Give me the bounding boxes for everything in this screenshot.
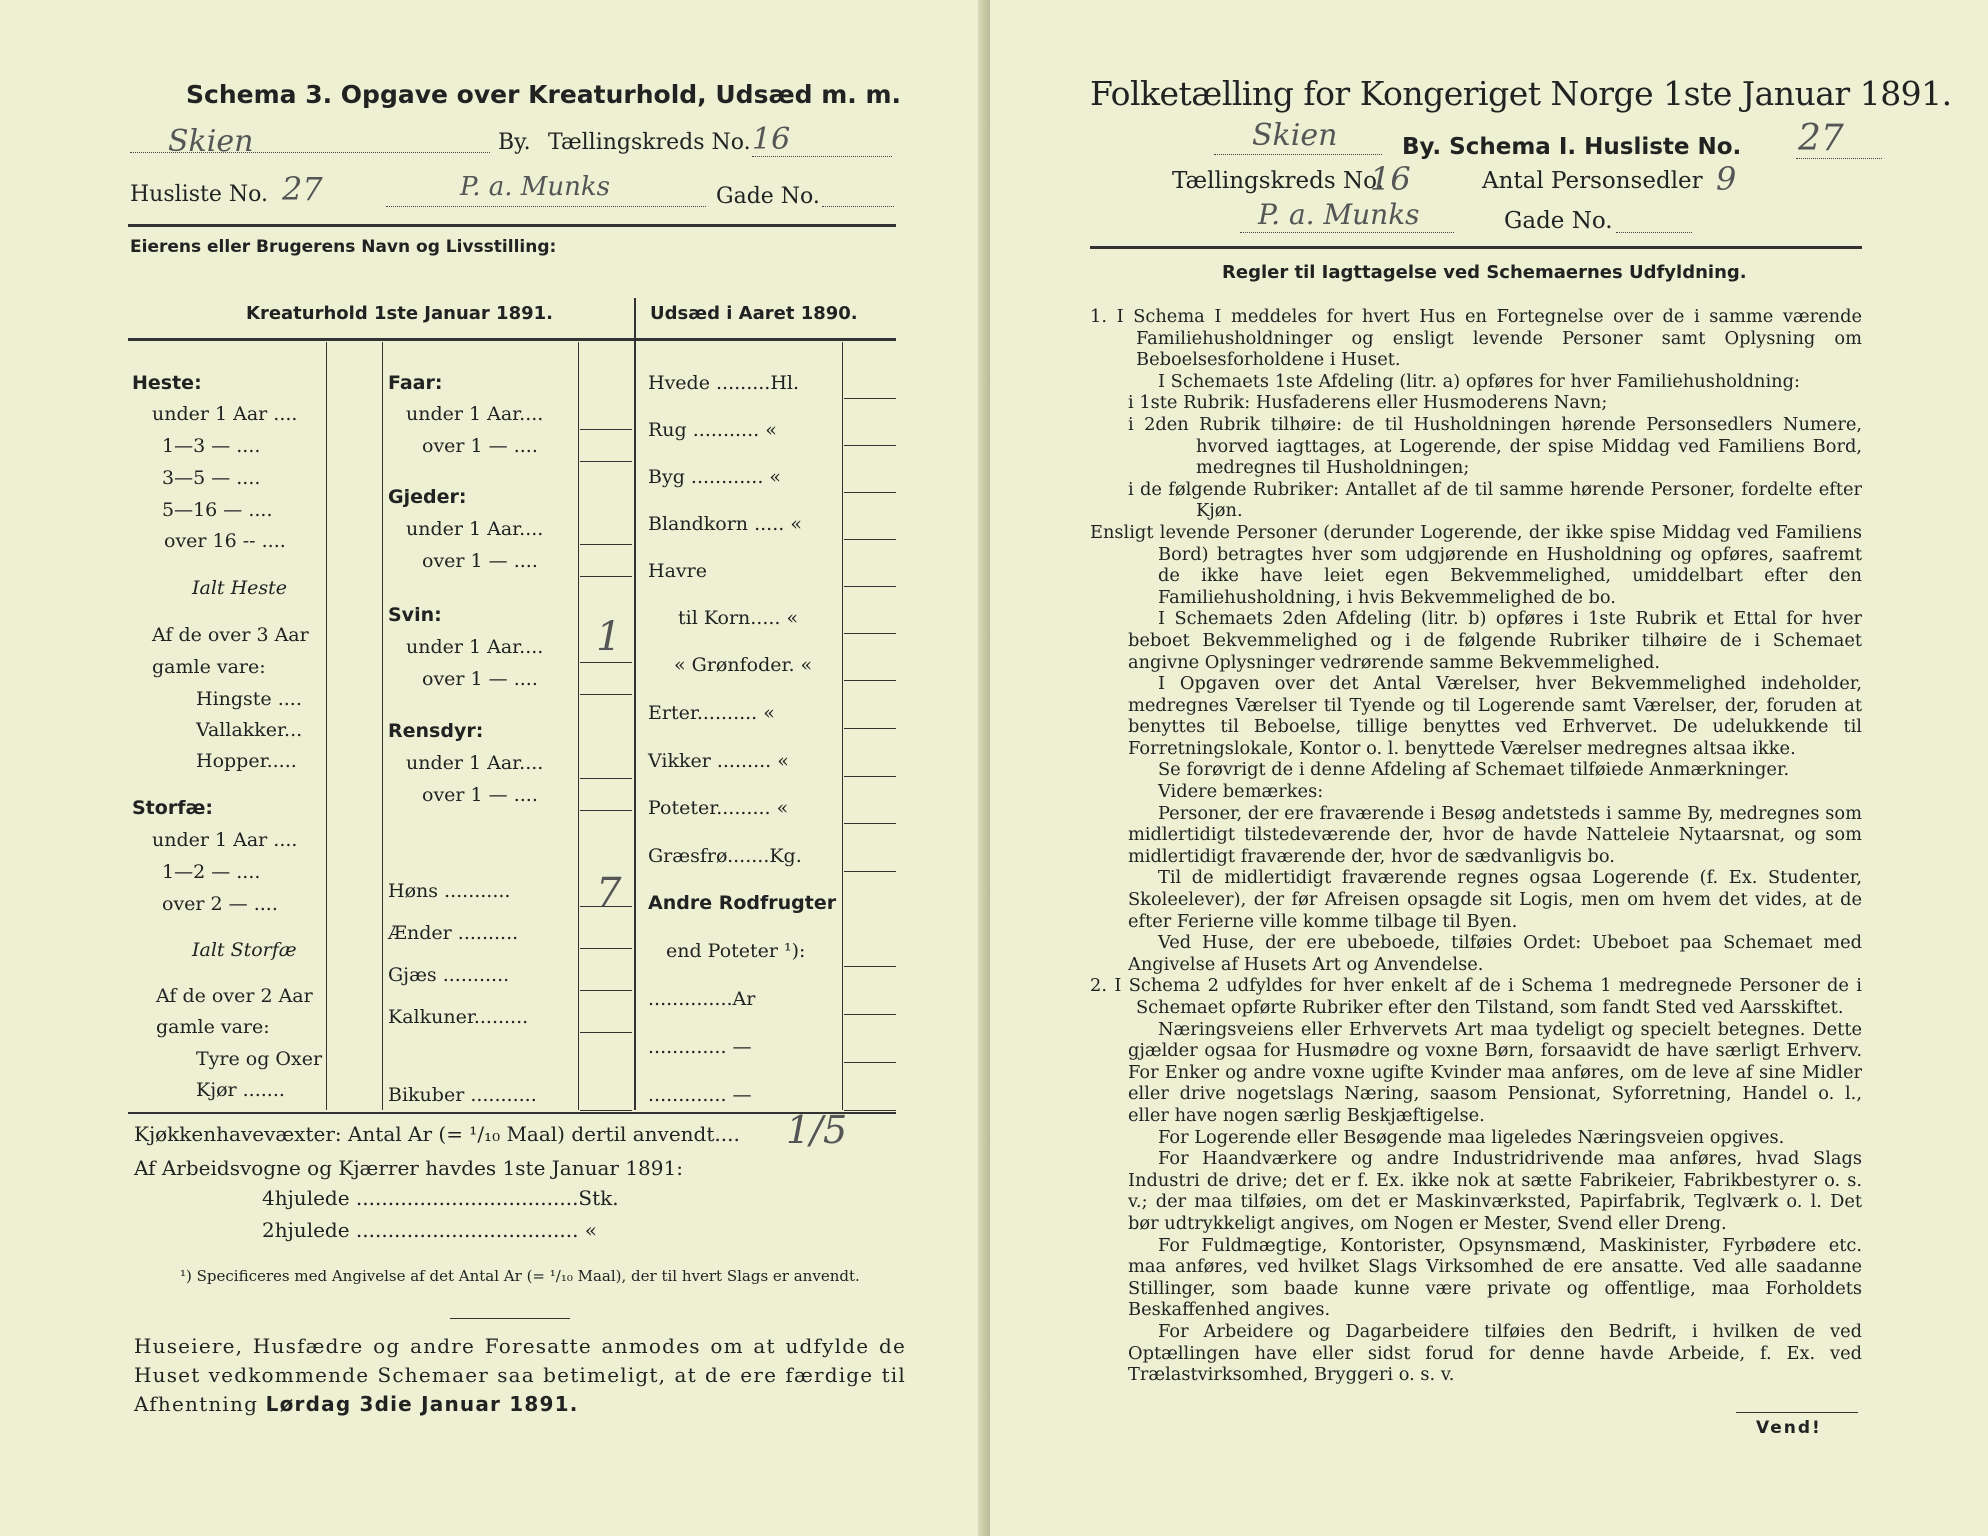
city-handwritten: Skien — [168, 124, 254, 159]
right-street-handwritten: P. a. Munks — [1258, 198, 1420, 231]
street-handwritten: P. a. Munks — [460, 172, 610, 202]
col3-row-0: Hvede .........Hl. — [648, 372, 800, 394]
kreds-label: Tællingskreds No. — [548, 130, 751, 155]
col3-row-14: ............. — — [648, 1036, 752, 1058]
rules-text: 1. I Schema I meddeles for hvert Hus en Fortegnelse over de i samme værende Familiehusholdninger og ensligt levende Personer samt Oplysning om Beboelsesforholdene i Huset. I Schemaets 1ste Afdeling (litr. a) opføres for hver Familiehusholdning: i 1ste Rubrik: Husfaderens eller Husmoderens Navn; i 2den Rubrik tilhøire: de til Husholdningen hørende Personsedlers Numere, hvorved iagttages, at Logerende, der spise Middag ved Familiens Bord, medregnes til Husholdningen; i de følgende Rubriker: Antallet af de til samme hørende Personer, fordelte efter Kjøn. Ensligt levende Personer (derunder Logerende, der ikke spise Middag ved Familiens Bord) betragtes hver som udgjørende en Husholdning og opføres, saafremt de ikke have leiet egen Bekvemmelighed, umiddelbart efter den Familiehusholdning, i hvis Bekvemmelighed de bo. I Schemaets 2den Afdeling (litr. b) opføres i 1ste Rubrik et Ettal for hver beboet Bekvemmelighed og i de følgende Rubriker tilhøire de i Schemaet angivne Oplysninger vedrørende samme Bekvemmelighed. I Opgaven over det Antal Værelser, hver Bekvemmelighed indeholder, medregnes Værelser til Tyende og til Logerende samt Værelser, der, foruden at benyttes til Beboelse, tillige benyttes ved Erhvervet. De udelukkende til Forretningslokale, Kontor o. l. benyttede Værelser medregnes altsaa ikke. Se forøvrigt de i denne Afdeling af Schemaet tilføiede Anmærkninger. Videre bemærkes: Personer, der ere fraværende i Besøg andetsteds i samme By, medregnes som midlertidigt tilstedeværende der, hvor de havde Natteleie Nytaarsnat, og som midlertidigt fraværende der, hvor de sædvanligvis bo. Til de midlertidigt fraværende regnes ogsaa Logerende (f. Ex. Studenter, Skoleelever), der før Afreisen opsagde sit Logis, men om hvem det vides, at de efter Ferierne ville komme tilbage til Byen. Ved Huse, der ere ubeboede, tilføies Ordet: Ubeboet paa Schemaet med Angivelse af Husets Art og Anvendelse. 2. I Schema 2 udfyldes for hver enkelt af de i Schema 1 medregnede Personer de i Schemaet opførte Rubriker efter den Tilstand, som fandt Sted ved Aarsskiftet. Næringsveiens eller Erhvervets Art maa tydeligt og specielt betegnes. Dette gjælder ogsaa for Husmødre og voxne Børn, forsaavidt de have særligt Erhverv. For Enker og andre voxne ugifte Kvinder maa anføres, om de leve af sine Midler eller drive nogetslags Næring, saasom Pensionat, Syforretning, Handel o. l., eller have nogen særlig Beskjæftigelse. For Logerende eller Besøgende maa ligeledes Næringsveien opgives. For Haandværkere og andre Industridrivende maa anføres, hvad Slags Industri de drive; det er f. Ex. ikke nok at sætte Fabrikeier, Fabrikbestyrer o. s. v.; der maa tilføies, om det er Maskinværksted, Papirfabrik, Teglværk o. l. Det bør udtrykkeligt angives, om Nogen er Mester, Svend eller Dreng. For Fuldmægtige, Kontorister, Opsynsmænd, Maskinister, Fyrbødere etc. maa anføres, ved hvilket Slags Virksomhed de ere ansatte. Ved alle saadanne Stillinger, som baade kunne være private og offentlige, maa Forholdets Beskaffenhed angives. For Arbeidere og Dagarbeidere tilføies den Bedrift, i hvilken de ved Optællingen have eller sidst forud for denne havde Arbeide, f. Ex. ved Trælastvirksomhed, Bryggeri o. s. v. — [1090, 306, 1862, 1386]
col1-row-9: Hingste .... — [196, 688, 302, 710]
husliste-value: 27 — [282, 170, 323, 208]
rule-1: 1. I Schema I meddeles for hvert Hus en Fortegnelse over de i samme værende Familiehusholdninger og ensligt levende Personer samt Oplysning om Beboelsesforholdene i Huset. — [1090, 306, 1862, 371]
col2-row-0: Faar: — [388, 372, 443, 394]
col1-row-5: over 16 -- .... — [164, 530, 286, 552]
col3-field-14 — [844, 1062, 896, 1063]
right-gade-label: Gade No. — [1504, 208, 1613, 234]
col3-row-3: Blandkorn ..... « — [648, 513, 802, 535]
col3-field-3 — [844, 539, 896, 540]
col1-row-10: Vallakker... — [196, 719, 303, 741]
col1-row-4: 5—16 — .... — [162, 499, 273, 521]
hons-value: 7 — [596, 870, 622, 916]
col2-row-14: Gjæs ........... — [388, 964, 510, 986]
right-divider — [1090, 246, 1862, 249]
col1-row-19: Tyre og Oxer — [196, 1048, 323, 1070]
svin-under-value: 1 — [596, 614, 622, 660]
col3-field-9 — [844, 823, 896, 824]
col3-field-0 — [844, 398, 896, 399]
col3-field-2 — [844, 492, 896, 493]
col1-row-14: 1—2 — .... — [162, 861, 261, 883]
col2-field-8 — [580, 694, 632, 695]
col3-field-8 — [844, 776, 896, 777]
col2-row-2: over 1 — .... — [422, 435, 538, 457]
col2-field-1 — [580, 429, 632, 430]
hjul2-line: 2hjulede ................................... « — [262, 1218, 598, 1242]
col1-row-6: Ialt Heste — [192, 577, 288, 599]
footnote: ¹) Specificeres med Angivelse af det Antal Ar (= ¹/₁₀ Maal), der til hvert Slags er anvendt. — [180, 1267, 860, 1285]
census-title: Folketælling for Kongeriget Norge 1ste Januar 1891. — [1090, 74, 1952, 113]
col2-row-12: Høns ........... — [388, 880, 511, 902]
col3-field-10 — [844, 871, 896, 872]
col3-row-4: Havre — [648, 560, 707, 582]
udsaed-header: Udsæd i Aaret 1890. — [650, 303, 858, 324]
col2-row-4: under 1 Aar.... — [406, 518, 544, 540]
col1-row-1: under 1 Aar .... — [152, 403, 298, 425]
col3-row-5: til Korn..... « — [678, 607, 799, 629]
right-city-handwritten: Skien — [1252, 118, 1338, 153]
divider — [128, 224, 896, 227]
kreds-value: 16 — [752, 122, 791, 157]
col1-row-12: Storfæ: — [132, 797, 213, 819]
col3-row-12: end Poteter ¹): — [666, 940, 806, 962]
kjokken-line: Kjøkkenhavevæxter: Antal Ar (= ¹/₁₀ Maal) dertil anvendt.... — [134, 1122, 740, 1146]
col2-row-9: Rensdyr: — [388, 720, 484, 742]
col2-row-10: under 1 Aar.... — [406, 752, 544, 774]
left-page — [0, 0, 990, 1536]
right-kreds-value: 16 — [1370, 160, 1411, 198]
col3-field-12 — [844, 966, 896, 967]
col1-row-16: Ialt Storfæ — [192, 939, 297, 961]
col3-row-9: Poteter......... « — [648, 797, 789, 819]
col2-row-7: under 1 Aar.... — [406, 636, 544, 658]
col1-row-20: Kjør ....... — [196, 1079, 285, 1101]
table-rule — [128, 338, 896, 341]
kreaturhold-header: Kreaturhold 1ste Januar 1891. — [246, 303, 553, 324]
col1-row-8: gamle vare: — [152, 656, 266, 678]
rules-title: Regler til Iagttagelse ved Schemaernes Udfyldning. — [1222, 262, 1747, 283]
col2-field-5 — [580, 576, 632, 577]
schema1-line: By. Schema I. Husliste No. — [1402, 134, 1742, 160]
col2-field-2 — [580, 461, 632, 462]
col3-row-11: Andre Rodfrugter — [648, 892, 837, 914]
col1-row-11: Hopper..... — [196, 750, 297, 772]
hjul4-line: 4hjulede ...................................Stk. — [262, 1186, 619, 1210]
col3-row-10: Græsfrø.......Kg. — [648, 845, 802, 867]
col1-row-0: Heste: — [132, 372, 202, 394]
col2-field-4 — [580, 544, 632, 545]
gade-label: Gade No. — [716, 184, 820, 209]
col3-row-1: Rug ........... « — [648, 419, 777, 441]
col3-field-15 — [844, 1110, 896, 1111]
col2-field-10 — [580, 778, 632, 779]
right-kreds-label: Tællingskreds No. — [1172, 168, 1384, 194]
col1-row-18: gamle vare: — [156, 1016, 270, 1038]
husliste-label: Husliste No. — [130, 182, 268, 207]
col3-field-1 — [844, 445, 896, 446]
closing-notice: Huseiere, Husfædre og andre Foresatte anmodes om at udfylde de Huset vedkommende Schemaer saa betimeligt, at de ere færdige til Afhentning Lørdag 3die Januar 1891. — [134, 1334, 906, 1416]
col3-row-6: « Grønfoder. « — [674, 654, 813, 676]
antal-label: Antal Personsedler — [1482, 168, 1703, 194]
col3-row-15: ............. — — [648, 1084, 752, 1106]
rule-2: 2. I Schema 2 udfyldes for hver enkelt af de i Schema 1 medregnede Personer de i Schemaet opførte Rubriker efter den Tilstand, som fandt Sted ved Aarsskiftet. — [1090, 975, 1862, 1018]
col3-field-4 — [844, 586, 896, 587]
col3-row-13: ..............Ar — [648, 988, 756, 1010]
col1-row-2: 1—3 — .... — [162, 435, 261, 457]
col3-row-7: Erter.......... « — [648, 702, 775, 724]
col2-row-3: Gjeder: — [388, 486, 467, 508]
kjokken-value: 1/5 — [786, 1108, 848, 1152]
col1-row-15: over 2 — .... — [162, 893, 278, 915]
col2-field-7 — [580, 662, 632, 663]
col2-field-14 — [580, 990, 632, 991]
col2-row-15: Kalkuner......... — [388, 1006, 529, 1028]
antal-value: 9 — [1716, 160, 1737, 198]
col3-row-8: Vikker ......... « — [648, 750, 789, 772]
col2-field-11 — [580, 810, 632, 811]
col2-row-6: Svin: — [388, 604, 442, 626]
col2-field-13 — [580, 948, 632, 949]
col3-row-2: Byg ............ « — [648, 466, 782, 488]
by-label: By. — [498, 130, 531, 155]
col2-row-16: Bikuber ........... — [388, 1084, 537, 1106]
right-page — [990, 0, 1988, 1536]
table-col-divider — [634, 298, 636, 1110]
owner-label: Eierens eller Brugerens Navn og Livsstilling: — [130, 237, 557, 257]
col1-row-13: under 1 Aar .... — [152, 829, 298, 851]
col3-field-5 — [844, 633, 896, 634]
col2-field-15 — [580, 1032, 632, 1033]
col1-row-17: Af de over 2 Aar — [156, 985, 313, 1007]
col3-field-6 — [844, 680, 896, 681]
schema3-title: Schema 3. Opgave over Kreaturhold, Udsæd m. m. — [186, 80, 902, 109]
col2-row-13: Ænder .......... — [388, 922, 519, 944]
vend-label: Vend! — [1756, 1418, 1822, 1438]
col1-row-7: Af de over 3 Aar — [152, 624, 309, 646]
col3-field-13 — [844, 1014, 896, 1015]
col2-row-1: under 1 Aar.... — [406, 403, 544, 425]
col2-row-5: over 1 — .... — [422, 550, 538, 572]
col2-row-8: over 1 — .... — [422, 668, 538, 690]
col3-field-7 — [844, 728, 896, 729]
col2-row-11: over 1 — .... — [422, 784, 538, 806]
arbeidsvogne-line: Af Arbeidsvogne og Kjærrer havdes 1ste Januar 1891: — [134, 1156, 683, 1180]
right-husliste-value: 27 — [1798, 118, 1844, 159]
col1-row-3: 3—5 — .... — [162, 467, 261, 489]
col2-field-16 — [580, 1110, 632, 1111]
